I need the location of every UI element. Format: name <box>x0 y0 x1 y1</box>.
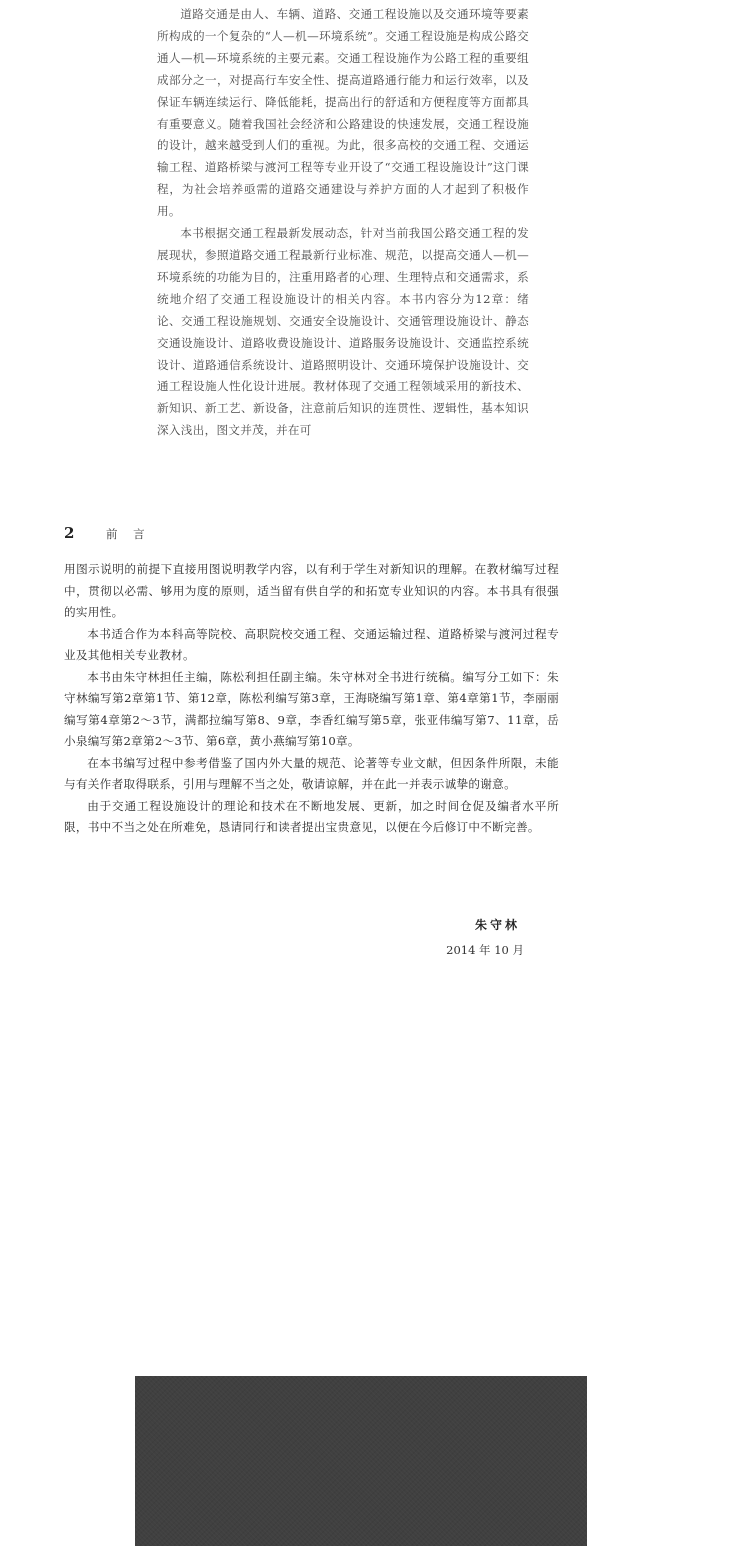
preface-date: 2014 年 10 月 <box>446 943 524 957</box>
author-name: 朱守林 <box>474 918 520 932</box>
section-title: 前 言 <box>106 527 151 541</box>
preface-page <box>64 524 559 957</box>
continued-paragraph: 用图示说明的前提下直接用图说明教学内容，以有利于学生对新知识的理解。在教材编写过程中，贯彻以必需、够用为度的原则，适当留有供自学的和拓宽专业知识的内容。本书具有很强的实用性。 <box>64 562 559 619</box>
body-paragraph: 本书根据交通工程最新发展动态，针对当前我国公路交通工程的发展现状，参照道路交通工程最新行业标准、规范，以提高交通人—机—环境系统的功能为目的，注重用路者的心理、生理特点和交通需求，系统地介绍了交通工程设施设计的相关内容。本书内容分为12章：绪论、交通工程设施规划、交通安全设施设计、交通管理设施设计、静态交通设施设计、道路收费设施设计、道路服务设施设计、交通监控系统设计、道路通信系统设计、道路照明设计、交通环境保护设施设计、交通工程设施人性化设计进展。教材体现了交通工程领域采用的新技术、新知识、新工艺、新设备，注意前后知识的连贯性、逻辑性，基本知识深入浅出，图文并茂，并在可 <box>157 226 529 438</box>
body-paragraph: 由于交通工程设施设计的理论和技术在不断地发展、更新，加之时间仓促及编者水平所限，书中不当之处在所难免，恳请同行和读者提出宝贵意见，以便在今后修订中不断完善。 <box>64 798 559 834</box>
page-number: 2 <box>64 524 75 542</box>
body-paragraph: 在本书编写过程中参考借鉴了国内外大量的规范、论著等专业文献，但因条件所限，未能与有关作者取得联系，引用与理解不当之处，敬请谅解，并在此一并表示诚挚的谢意。 <box>64 755 559 791</box>
scanned-dark-area <box>135 1376 587 1546</box>
signature-block <box>64 916 524 958</box>
body-paragraph: 道路交通是由人、车辆、道路、交通工程设施以及交通环境等要素所构成的一个复杂的“人—机—环境系统”。交通工程设施是构成公路交通人—机—环境系统的主要元素。交通工程设施作为公路工程的重要组成部分之一，对提高行车安全性、提高道路通行能力和运行效率，以及保证车辆连续运行、降低能耗，提高出行的舒适和方便程度等方面都具有重要意义。随着我国社会经济和公路建设的快速发展，交通工程设施的设计，越来越受到人们的重视。为此，很多高校的交通工程、交通运输工程、道路桥梁与渡河工程等专业开设了“交通工程设施设计”这门课程，为社会培养亟需的道路交通建设与养护方面的人才起到了积极作用。 <box>157 7 529 219</box>
body-paragraph: 本书适合作为本科高等院校、高职院校交通工程、交通运输过程、道路桥梁与渡河过程专业及其他相关专业教材。 <box>64 626 559 662</box>
page-header <box>64 524 559 550</box>
body-paragraph: 本书由朱守林担任主编，陈松利担任副主编。朱守林对全书进行统稿。编写分工如下：朱守林编写第2章第1节、第12章，陈松利编写第3章，王海晓编写第1章、第4章第1节，李丽丽编写第4章第2～3节，满都拉编写第8、9章，李香红编写第5章，张亚伟编写第7、11章，岳小泉编写第2章第2～3节、第6章，黄小燕编写第10章。 <box>64 669 559 748</box>
previous-page-text <box>157 4 529 442</box>
